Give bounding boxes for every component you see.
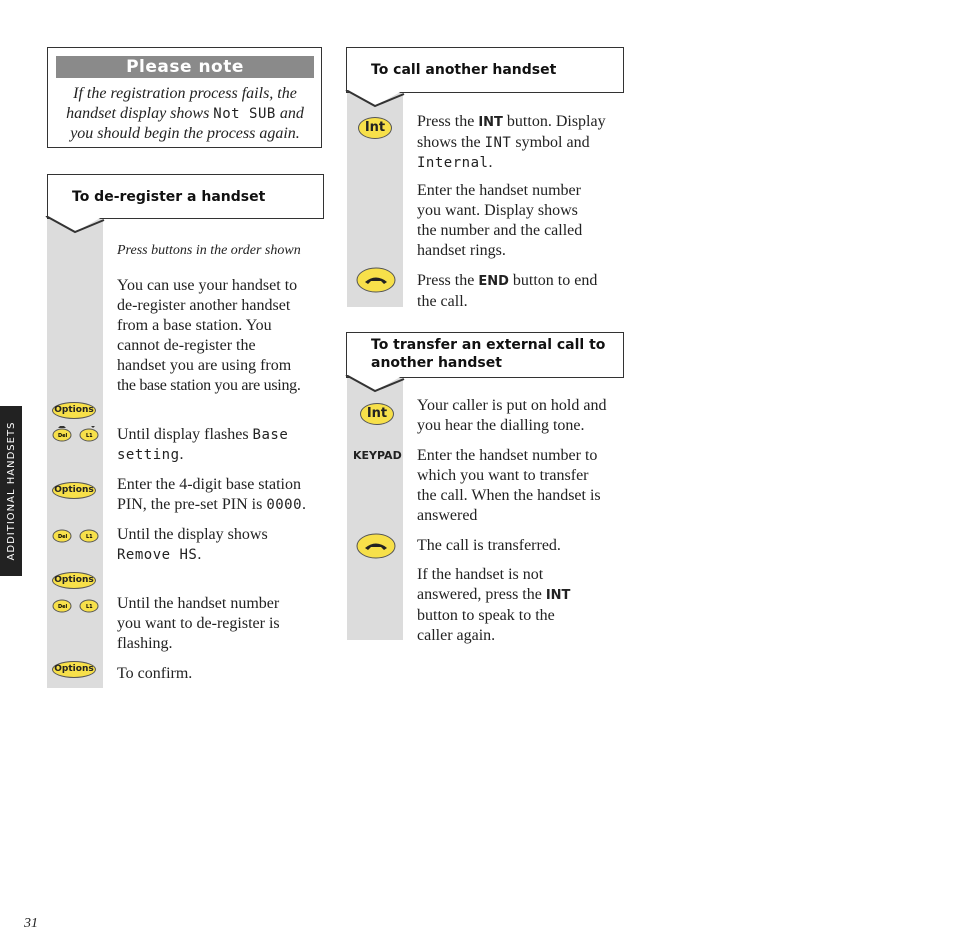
svg-text:Del: Del <box>58 534 68 540</box>
deregister-step-3: Until the display shows Remove HS. <box>117 526 268 563</box>
scroll-keys-icon <box>52 426 102 442</box>
transfer-step-1: Your caller is put on hold and you hear the dialling tone. <box>417 397 607 434</box>
call-step-2: Enter the handset number you want. Display shows the number and the called handset rings. <box>417 182 583 259</box>
deregister-header <box>47 174 324 219</box>
please-note-box <box>47 47 322 148</box>
deregister-intro: You can use your handset to de-register another handset from a base station. You cannot de-register the handset you are using from the base station you are using. <box>117 277 301 394</box>
transfer-header <box>346 332 624 378</box>
please-note-title: Please note <box>56 56 314 78</box>
header-pointer <box>44 216 106 236</box>
svg-text:Del: Del <box>58 604 68 610</box>
note-line: you should begin the process again. <box>70 125 300 142</box>
svg-text:L1: L1 <box>86 534 93 540</box>
deregister-step-5: To confirm. <box>117 665 193 682</box>
deregister-step-2: Enter the 4-digit base station PIN, the pre-set PIN is 0000. <box>117 476 307 513</box>
deregister-icon-column <box>47 218 103 688</box>
int-button-icon: Int <box>360 403 394 425</box>
int-button-icon: Int <box>358 117 392 139</box>
end-call-button-icon <box>356 267 396 293</box>
end-call-button-icon <box>356 533 396 559</box>
header-pointer <box>344 375 406 395</box>
deregister-step-4: Until the handset number you want to de-register is flashing. <box>117 595 280 652</box>
options-button-icon: Options <box>52 661 96 678</box>
deregister-instruction: Press buttons in the order shown <box>117 243 301 258</box>
transfer-step-4: If the handset is not answered, press the INT button to speak to the caller again. <box>417 566 571 644</box>
please-note-text <box>52 84 318 144</box>
options-button-icon: Options <box>52 482 96 499</box>
call-header <box>346 47 624 93</box>
transfer-step-2: Enter the handset number to which you want to transfer the call. When the handset is answered <box>417 447 601 524</box>
keypad-label: KEYPAD <box>353 449 402 462</box>
options-button-icon: Options <box>52 572 96 589</box>
transfer-step-3: The call is transferred. <box>417 537 561 554</box>
deregister-title: To de-register a handset <box>72 189 266 205</box>
call-step-3: Press the END button to end the call. <box>417 272 598 310</box>
call-step-1: Press the INT button. Display shows the INT symbol and Internal. <box>417 113 606 171</box>
svg-text:L1: L1 <box>86 604 93 610</box>
call-title: To call another handset <box>371 62 557 78</box>
svg-text:Del: Del <box>58 433 68 439</box>
header-pointer <box>344 90 406 110</box>
transfer-title: To transfer an external call to another handset <box>371 337 606 371</box>
side-tab-label: ADDITIONAL HANDSETS <box>6 421 17 561</box>
page-number: 31 <box>24 916 38 931</box>
note-line: If the registration process fails, the <box>73 85 297 102</box>
deregister-step-1: Until display flashes Base setting. <box>117 426 289 463</box>
svg-text:L1: L1 <box>86 433 93 439</box>
options-button-icon: Options <box>52 402 96 419</box>
scroll-keys-icon <box>52 527 102 543</box>
note-line: handset display shows Not SUB and <box>66 105 304 122</box>
scroll-keys-icon <box>52 597 102 613</box>
